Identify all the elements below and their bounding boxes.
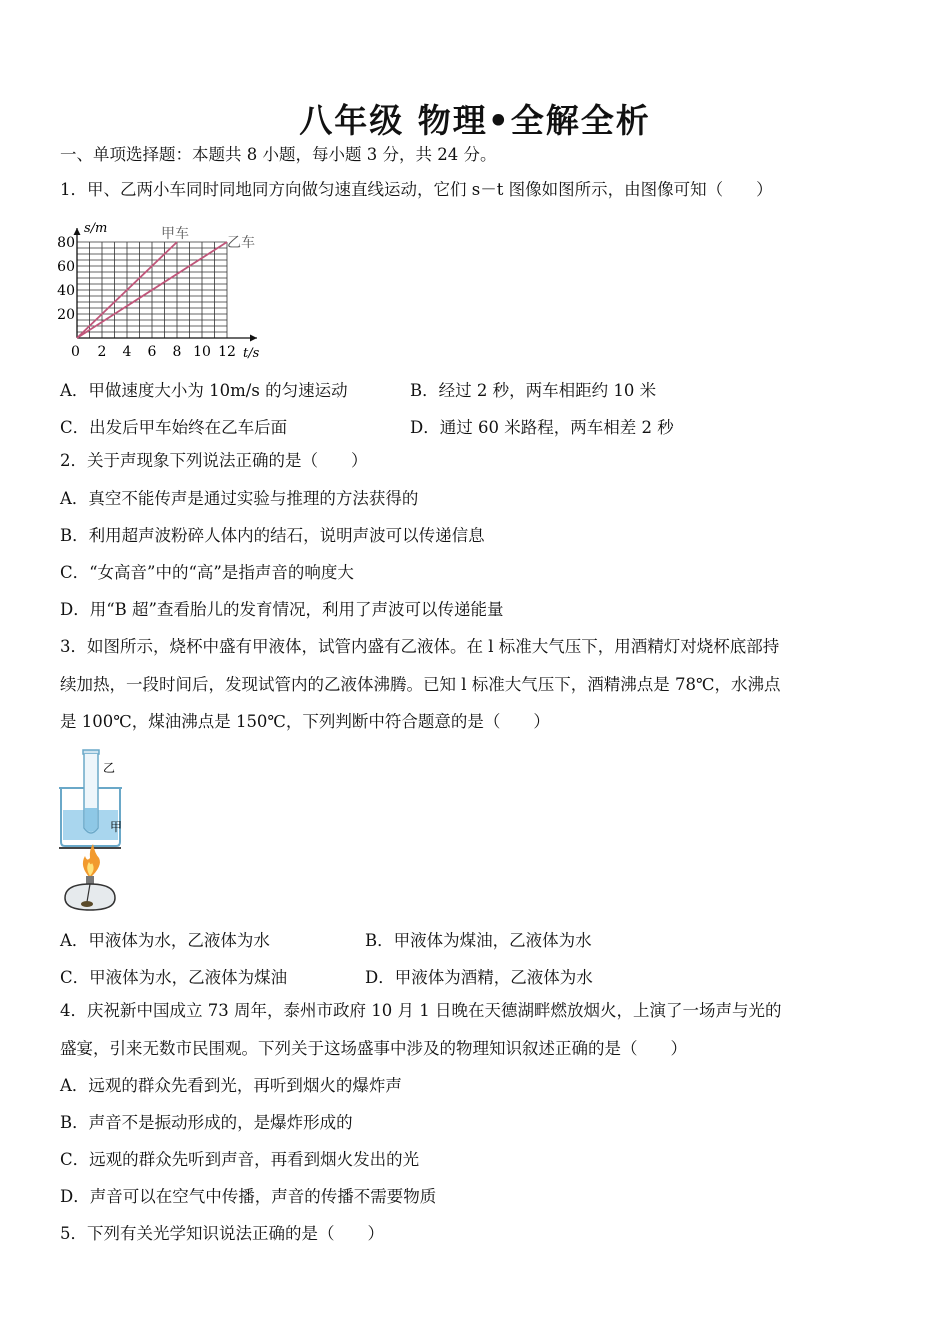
q3-option-c: C．甲液体为水，乙液体为煤油 — [60, 968, 288, 987]
q4-option-b: B．声音不是振动形成的，是爆炸形成的 — [60, 1113, 353, 1132]
y-axis-arrow — [74, 228, 81, 235]
q1-option-d: D．通过 60 米路程，两车相差 2 秒 — [410, 418, 674, 437]
q1-option-a: A．甲做速度大小为 10m/s 的匀速运动 — [60, 381, 348, 400]
page-title: 八年级 物理•全解全析 — [299, 101, 651, 140]
y-tick-label: 80 — [57, 235, 75, 251]
section-heading: 一、单项选择题：本题共 8 小题，每小题 3 分，共 24 分。 — [60, 145, 497, 164]
x-axis-arrow — [250, 335, 257, 342]
lamp-wick-holder — [86, 876, 94, 884]
beaker-test-tube-apparatus — [55, 748, 145, 916]
x-tick-label: 10 — [193, 344, 211, 360]
beaker-label: 甲 — [110, 820, 123, 834]
x-tick-label: 8 — [172, 344, 182, 360]
q4-option-a: A．远观的群众先看到光，再听到烟火的爆炸声 — [60, 1076, 402, 1095]
q2-option-a: A．真空不能传声是通过实验与推理的方法获得的 — [60, 489, 419, 508]
q2-option-d: D．用“B 超”查看胎儿的发育情况，利用了声波可以传递能量 — [60, 600, 504, 619]
x-tick-label: 2 — [97, 344, 107, 360]
q4-option-d: D．声音可以在空气中传播，声音的传播不需要物质 — [60, 1187, 437, 1206]
test-tube-liquid — [85, 808, 97, 832]
q2-option-c: C．“女高音”中的“高”是指声音的响度大 — [60, 563, 354, 582]
y-tick-label: 60 — [57, 259, 75, 275]
series-label-yi: 乙车 — [227, 235, 255, 251]
q2-option-b: B．利用超声波粉碎人体内的结石，说明声波可以传递信息 — [60, 526, 485, 545]
origin-label: 0 — [71, 344, 80, 360]
q4-stem-line-1: 4．庆祝新中国成立 73 周年，泰州市政府 10 月 1 日晚在天德湖畔燃放烟火，上演了一场声与光的 — [60, 1001, 782, 1020]
q1-option-b: B．经过 2 秒，两车相距约 10 米 — [410, 381, 657, 400]
q4-option-c: C．远观的群众先听到声音，再看到烟火发出的光 — [60, 1150, 420, 1169]
x-tick-label: 12 — [218, 344, 236, 360]
q3-stem-line-2: 续加热，一段时间后，发现试管内的乙液体沸腾。已知 l 标准大气压下，酒精沸点是 78℃，水沸点 — [60, 675, 781, 694]
q5-stem: 5．下列有关光学知识说法正确的是（ ） — [60, 1224, 384, 1243]
x-tick-label: 4 — [122, 344, 132, 360]
x-tick-label: 6 — [147, 344, 157, 360]
q3-stem-line-3: 是 100℃，煤油沸点是 150℃，下列判断中符合题意的是（ ） — [60, 712, 550, 731]
st-graph — [55, 216, 280, 364]
y-tick-label: 20 — [57, 307, 75, 323]
tube-label: 乙 — [103, 761, 116, 775]
q3-option-b: B．甲液体为煤油，乙液体为水 — [365, 931, 592, 950]
series-label-jia: 甲车 — [161, 226, 189, 242]
x-axis-label: t/s — [243, 346, 260, 361]
y-axis-label: s/m — [84, 221, 108, 236]
lamp-fuel — [81, 901, 93, 907]
q2-stem: 2．关于声现象下列说法正确的是（ ） — [60, 451, 368, 470]
q3-option-d: D．甲液体为酒精，乙液体为水 — [365, 968, 593, 987]
q1-option-c: C．出发后甲车始终在乙车后面 — [60, 418, 288, 437]
q3-stem-line-1: 3．如图所示，烧杯中盛有甲液体，试管内盛有乙液体。在 l 标准大气压下，用酒精灯对烧杯底部持 — [60, 637, 780, 656]
q3-option-a: A．甲液体为水，乙液体为水 — [60, 931, 270, 950]
q1-stem: 1．甲、乙两小车同时同地同方向做匀速直线运动，它们 s－t 图像如图所示，由图像可知（ ） — [60, 180, 773, 199]
y-tick-label: 40 — [57, 283, 75, 299]
q4-stem-line-2: 盛宴，引来无数市民围观。下列关于这场盛事中涉及的物理知识叙述正确的是（ ） — [60, 1039, 687, 1058]
test-tube-lip — [83, 750, 99, 754]
